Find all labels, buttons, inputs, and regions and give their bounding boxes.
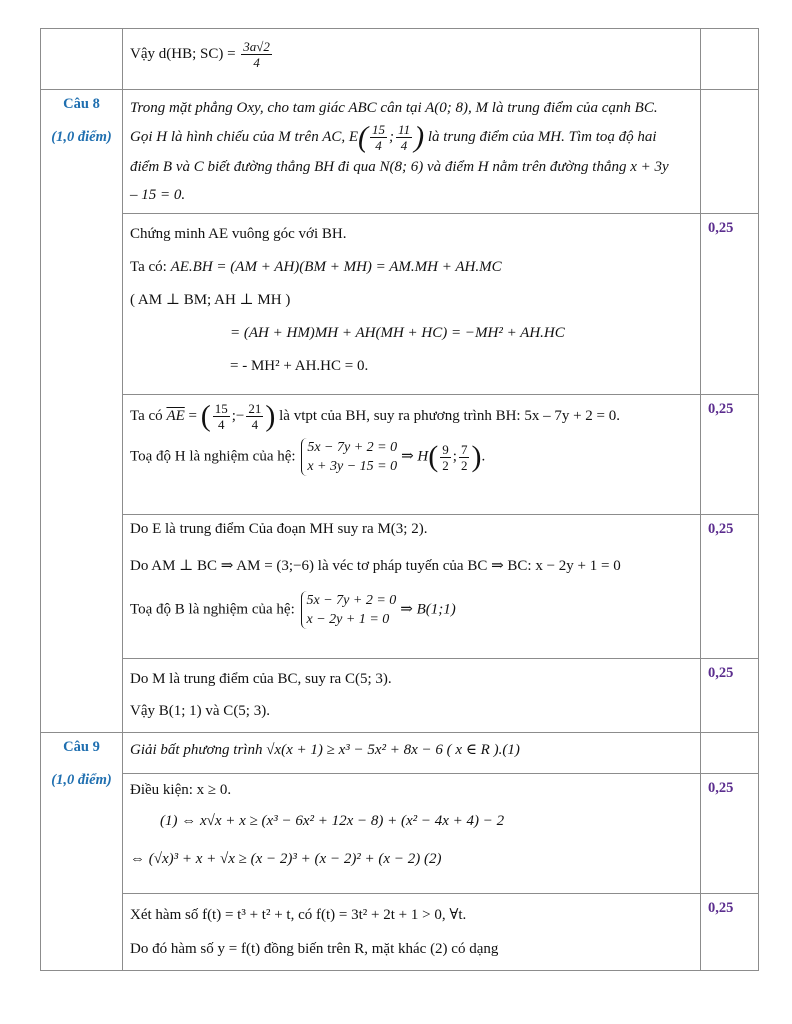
problem-line-2a: Gọi H là hình chiếu của M trên AC, E: [130, 128, 359, 145]
q8-s4-score: 0,25: [701, 659, 759, 733]
q8-s2-suffix: là vtpt của BH, suy ra phương trình BH: 5x – 7y + 2 = 0.: [275, 407, 620, 424]
e-y-num: 11: [398, 122, 411, 137]
e-y-den: 4: [400, 138, 408, 153]
prev-fraction: [241, 39, 272, 70]
e-x-num: 15: [372, 122, 386, 137]
problem-line-2: Gọi H là hình chiếu của M trên AC, E( $\frac{15}{4}$ ; $\frac{11}{4}$ ) là trung điểm của MH. Tìm toạ độ hai: [130, 120, 657, 154]
question-9-problem: [123, 733, 701, 774]
q8-s3-score: 0,25: [701, 515, 759, 659]
score-cell-empty: [701, 90, 759, 214]
h-x-den: 2: [442, 457, 449, 473]
q8-s2-score: 0,25: [701, 395, 759, 515]
q9-s1-line-3: ⇔ (√x)³ + x + √x ≥ (x − 2)³ + (x − 2)² + (x − 2) (2): [130, 851, 442, 867]
question-8-label: Câu 8: [63, 96, 100, 112]
b-result: ⇒ B(1;1): [400, 601, 456, 618]
problem-line-1: Trong mặt phẳng Oxy, cho tam giác ABC cân tại A(0; 8), M là trung điểm của cạnh BC.: [130, 100, 658, 116]
q8-s1-line-5: = - MH² + AH.HC = 0.: [230, 358, 369, 374]
q8-s2-line-1: Ta có $\overline{AE}$ = ( $\frac{15}{4}$ ;− $\frac{21}{4}$ ) là vtpt của BH, suy ra phương trình BH: 5x – 7y + 2 = 0.: [130, 399, 620, 433]
q9-s1-line-2: (1) ⇔ x√x + x ≥ (x³ − 6x² + 12x − 8) + (x² − 4x + 4) − 2: [160, 813, 505, 829]
h-y-den: 2: [460, 457, 468, 473]
q8-s1-prefix: Ta có:: [130, 259, 171, 275]
ae-y-den: 4: [251, 417, 259, 432]
q8-s3-line-2: Do AM ⊥ BC ⇒ AM = (3;−6) là véc tơ pháp tuyến của BC ⇒ BC: x − 2y + 1 = 0: [130, 558, 621, 574]
score-cell-empty: [701, 733, 759, 774]
q8-s1-line-2: [130, 251, 694, 284]
q8-s2-system-prefix: Toạ độ H là nghiệm của hệ:: [130, 448, 300, 465]
q8-step-4: [123, 659, 701, 733]
problem-line-4: – 15 = 0.: [130, 187, 186, 203]
h-x-num: 9: [442, 441, 449, 457]
q8-s3-line-1: Do E là trung điểm Của đoạn MH suy ra M(3; 2).: [130, 521, 428, 537]
question-9-cell: [41, 733, 123, 971]
answer-table: [40, 28, 759, 971]
q9-s2-line-2: Do đó hàm số y = f(t) đồng biến trên R, mặt khác (2) có dạng: [130, 941, 499, 957]
ae-y-num: 21: [248, 401, 262, 416]
question-8-cell: [41, 90, 123, 733]
q8-s3-line-3: [130, 591, 694, 629]
prev-frac-den: 4: [253, 55, 260, 70]
ae-vector: $\overline{AE}$: [166, 407, 185, 424]
ae-x-num: 15: [214, 401, 228, 416]
q8-s1-line-4: = (AH + HM)MH + AH(MH + HC) = −MH² + AH.HC: [230, 325, 565, 341]
q8-step-2: [123, 395, 701, 515]
ae-x-den: 4: [217, 417, 225, 432]
q8-s2-prefix: Ta có: [130, 407, 167, 424]
q9-problem-text: Giải bất phương trình √x(x + 1) ≥ x³ − 5x² + 8x − 6 ( x ∈ R ).(1): [130, 742, 520, 758]
q9-s2-line-1: Xét hàm số f(t) = t³ + t² + t, có f(t) = 3t² + 2t + 1 > 0, ∀t.: [130, 907, 467, 923]
q8-step-3: [123, 515, 701, 659]
system-h: [301, 438, 397, 476]
q9-s2-score: 0,25: [701, 894, 759, 971]
problem-line-3: điểm B và C biết đường thẳng BH đi qua N(8; 6) và điểm H nằm trên đường thẳng x + 3y: [130, 159, 669, 175]
q8-s3-system-prefix: Toạ độ B là nghiệm của hệ:: [130, 601, 299, 618]
q9-step-2: [123, 894, 701, 971]
e-x-den: 4: [375, 138, 382, 153]
q8-step-1: [123, 214, 701, 395]
question-8-points: (1,0 điểm): [51, 129, 112, 145]
q9-s1-score: 0,25: [701, 774, 759, 894]
h-y-num: 7: [460, 441, 468, 457]
score-cell-empty: [701, 29, 759, 90]
h-label: ⇒ H: [401, 448, 429, 465]
question-cell-empty: [41, 29, 123, 90]
prev-conclusion: [123, 29, 701, 90]
question-9-points: (1,0 điểm): [51, 772, 112, 788]
system-h-eq1: 5x − 7y + 2 = 0: [307, 440, 398, 455]
question-9-label: Câu 9: [63, 739, 100, 755]
q8-s4-line-1: Do M là trung điểm của BC, suy ra C(5; 3).: [130, 671, 392, 687]
q9-step-1: [123, 774, 701, 894]
q8-s2-line-2: Toạ độ H là nghiệm của hệ: 5x − 7y + 2 = 0 x + 3y − 15 = 0 ⇒ H( $\frac{9}{2}$ ; $\frac{7}{2}$ ).: [130, 440, 486, 474]
q9-s1-line-1: Điều kiện: x ≥ 0.: [130, 782, 232, 798]
system-b-eq1: 5x − 7y + 2 = 0: [306, 593, 397, 608]
q8-s1-score: 0,25: [701, 214, 759, 395]
q8-s1-line-3: ( AM ⊥ BM; AH ⊥ MH ): [130, 292, 291, 308]
system-b-eq2: x − 2y + 1 = 0: [306, 612, 390, 627]
prev-frac-num: 3a√2: [243, 39, 270, 54]
prev-text: Vậy d(HB; SC) =: [130, 45, 240, 62]
q8-s4-line-2: Vậy B(1; 1) và C(5; 3).: [130, 703, 270, 719]
q8-s1-line-1: Chứng minh AE vuông góc với BH.: [130, 226, 347, 242]
system-h-eq2: x + 3y − 15 = 0: [307, 459, 398, 474]
system-b: [301, 591, 397, 629]
question-8-problem: [123, 90, 701, 214]
problem-line-2b: là trung điểm của MH. Tìm toạ độ hai: [427, 128, 657, 145]
q8-s1-vector-eq: AE.BH = (AM + AH)(BM + MH) = AM.MH + AH.MC: [170, 259, 502, 275]
